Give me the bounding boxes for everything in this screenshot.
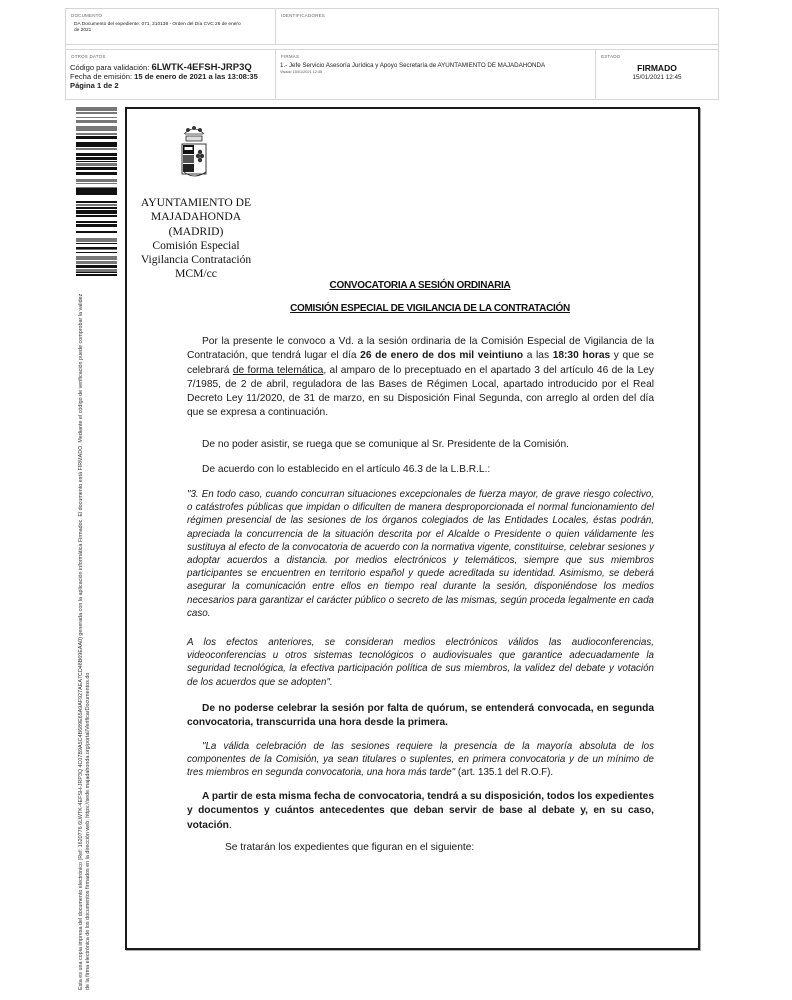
identificadores-cell: [276, 9, 718, 45]
muni-line-1: AYUNTAMIENTO DE: [140, 196, 252, 209]
documento-label: DOCUMENTO: [71, 13, 103, 18]
coat-of-arms-logo: [176, 124, 212, 180]
firmas-label: FIRMAS: [281, 54, 300, 59]
codigo-label: Código para validación:: [70, 63, 152, 72]
muni-line-6: MCM/cc: [175, 267, 217, 281]
p1-date: 26 de enero de dos mil veintiuno: [360, 350, 524, 362]
signer-visado: Visado 15/01/2021 12:45: [280, 70, 323, 74]
muni-line-2: MAJADAHONDA: [150, 210, 242, 224]
documento-cell: [66, 9, 276, 45]
muni-line-3: (MADRID): [168, 224, 224, 238]
document-header: [65, 8, 719, 100]
quote-rof: [187, 740, 654, 780]
signer: 1.- Jefe Servicio Asesoría Jurídica y Apoyo Secretaría de AYUNTAMIENTO DE MAJADAHONDA: [280, 62, 546, 69]
p5-text: A partir de esta misma fecha de convocatoria, tendrá a su disposición, todos los expedientes y documentos y cuántos antecedentes que deban servir de base al debate y, en su caso, votación: [187, 791, 654, 831]
otros-datos-cell: [66, 49, 276, 99]
emission-date: 15 de enero de 2021 a las 13:08:35: [134, 72, 258, 81]
muni-line-4: Comisión Especial: [152, 238, 240, 252]
p1-text-e: y que se celebrará: [187, 350, 654, 376]
municipality-block: [136, 196, 256, 282]
p1-text-a: Por la presente le convoco a Vd. a la sesión ordinaria de la Comisión Especial de Vigilancia de la Contratación, que tendrá lugar el día: [187, 336, 654, 362]
muni-line-5: Vigilancia Contratación: [140, 253, 252, 267]
q3-reference: (art. 135.1 del R.O.F).: [455, 767, 554, 779]
p1-text-g: , al amparo de lo preceptuado en el apartado 3 del artículo 46 de la Ley 7/1985, de 2 de abril, reguladora de las Bases de Régimen Local, apartado introducido por el Real Decreto Ley 11/2020, de 31 de marzo, en su Disposición Final Segunda, con arreglo al orden del día que se expresa a continuación.: [187, 364, 654, 419]
p5-period: .: [228, 819, 232, 831]
firmas-cell: [276, 49, 596, 99]
status-badge: FIRMADO: [637, 63, 677, 73]
paragraph-expedientes: Se tratarán los expedientes que figuran en el siguiente:: [225, 842, 475, 853]
fecha-label: Fecha de emisión:: [70, 72, 135, 81]
document-subtitle: COMISIÓN ESPECIAL DE VIGILANCIA DE LA CONTRATACIÓN: [290, 303, 570, 314]
estado-cell: [596, 49, 718, 99]
paragraph-lbrl: De acuerdo con lo establecido en el artículo 46.3 de la L.B.R.L.:: [202, 464, 491, 475]
otros-datos-label: OTROS DATOS: [71, 54, 106, 59]
quote-article-46-3: "3. En todo caso, cuando concurran situaciones excepcionales de fuerza mayor, de grave riesgo colectivo, o catástrofes públicas que impidan o dificulten de manera desproporcionada el normal funcionamiento del régimen presencial de las sesiones de los órganos colegiados de las Entidades Locales, éstas podrán, apreciada la concurrencia de la situación descrita por el Alcalde o Presidente o quien válidamente les sustituya al efecto de la convocatoria de acuerdo con la normativa vigente, constituirse, celebrar sesiones y adoptar acuerdos a distancia. por medios electrónicos y telemáticos, siempre que sus miembros participantes se encuentren en territorio español y quede acreditada su identidad. Asimismo, se deberá asegurar la comunicación entre ellos en tiempo real durante la sesión, disponiéndose los medios necesarios para garantizar el carácter público o secreto de las mismas, según proceda legalmente en cada caso.: [187, 489, 654, 619]
document-title: CONVOCATORIA A SESIÓN ORDINARIA: [329, 280, 511, 291]
quote-medios-electronicos: A los efectos anteriores, se consideran medios electrónicos válidos las audioconferencias, videoconferencias u otros sistemas tecnológicos o audiovisuales que garantice adecuadamente la seguridad tecnológica, la efectiva participación política de sus miembros, la validez del debate y votación de los acuerdos que se adopten".: [187, 637, 654, 688]
verification-side-text: Esta es una copia impresa del documento electrónico (Ref: 1620776 6LWTK-4EFSH-JRP3Q 4C07B9A5C4B689E65A9AF927AEA7CD48B69EAA0) generada con la aplicación informática Firmadoc. El documento está FIRMADO. Mediante el código de verificación puede comprobar la validez de la firma electrónica de los documentos firmados en la dirección web: https://sede.majadahonda.org/portal/VerificarDocumentos.do: [78, 293, 91, 990]
paragraph-disposicion: [187, 790, 654, 833]
p1-telematica: de forma telemática: [232, 364, 324, 376]
paragraph-convocatoria: [187, 335, 654, 421]
estado-label: ESTADO: [601, 54, 621, 59]
barcode: [76, 107, 117, 276]
p1-text-c: a las: [523, 350, 553, 362]
page-number: Página 1 de 2: [70, 81, 119, 90]
identificadores-label: IDENTIFICADORES: [281, 13, 326, 18]
status-date: 15/01/2021 12:45: [632, 74, 682, 81]
paragraph-asistencia: De no poder asistir, se ruega que se comunique al Sr. Presidente de la Comisión.: [202, 439, 569, 450]
validation-info: [70, 63, 258, 90]
documento-text: DA Documento del expediente: 071, 210138 - Orden del Día CVC 26 de enero de 2021: [74, 22, 241, 33]
paragraph-quorum: De no poderse celebrar la sesión por falta de quórum, se entenderá convocada, en segunda convocatoria, transcurrida una hora desde la primera.: [187, 703, 654, 729]
p1-time: 18:30 horas: [552, 350, 611, 362]
q3-quote: "La válida celebración de las sesiones requiere la presencia de la mayoría absoluta de los componentes de la Comisión, ya sean titulares o suplentes, en primera convocatoria y de un mínimo de tres miembros en segunda convocatoria, una hora más tarde": [187, 741, 654, 779]
validation-code: 6LWTK-4EFSH-JRP3Q: [151, 62, 252, 73]
